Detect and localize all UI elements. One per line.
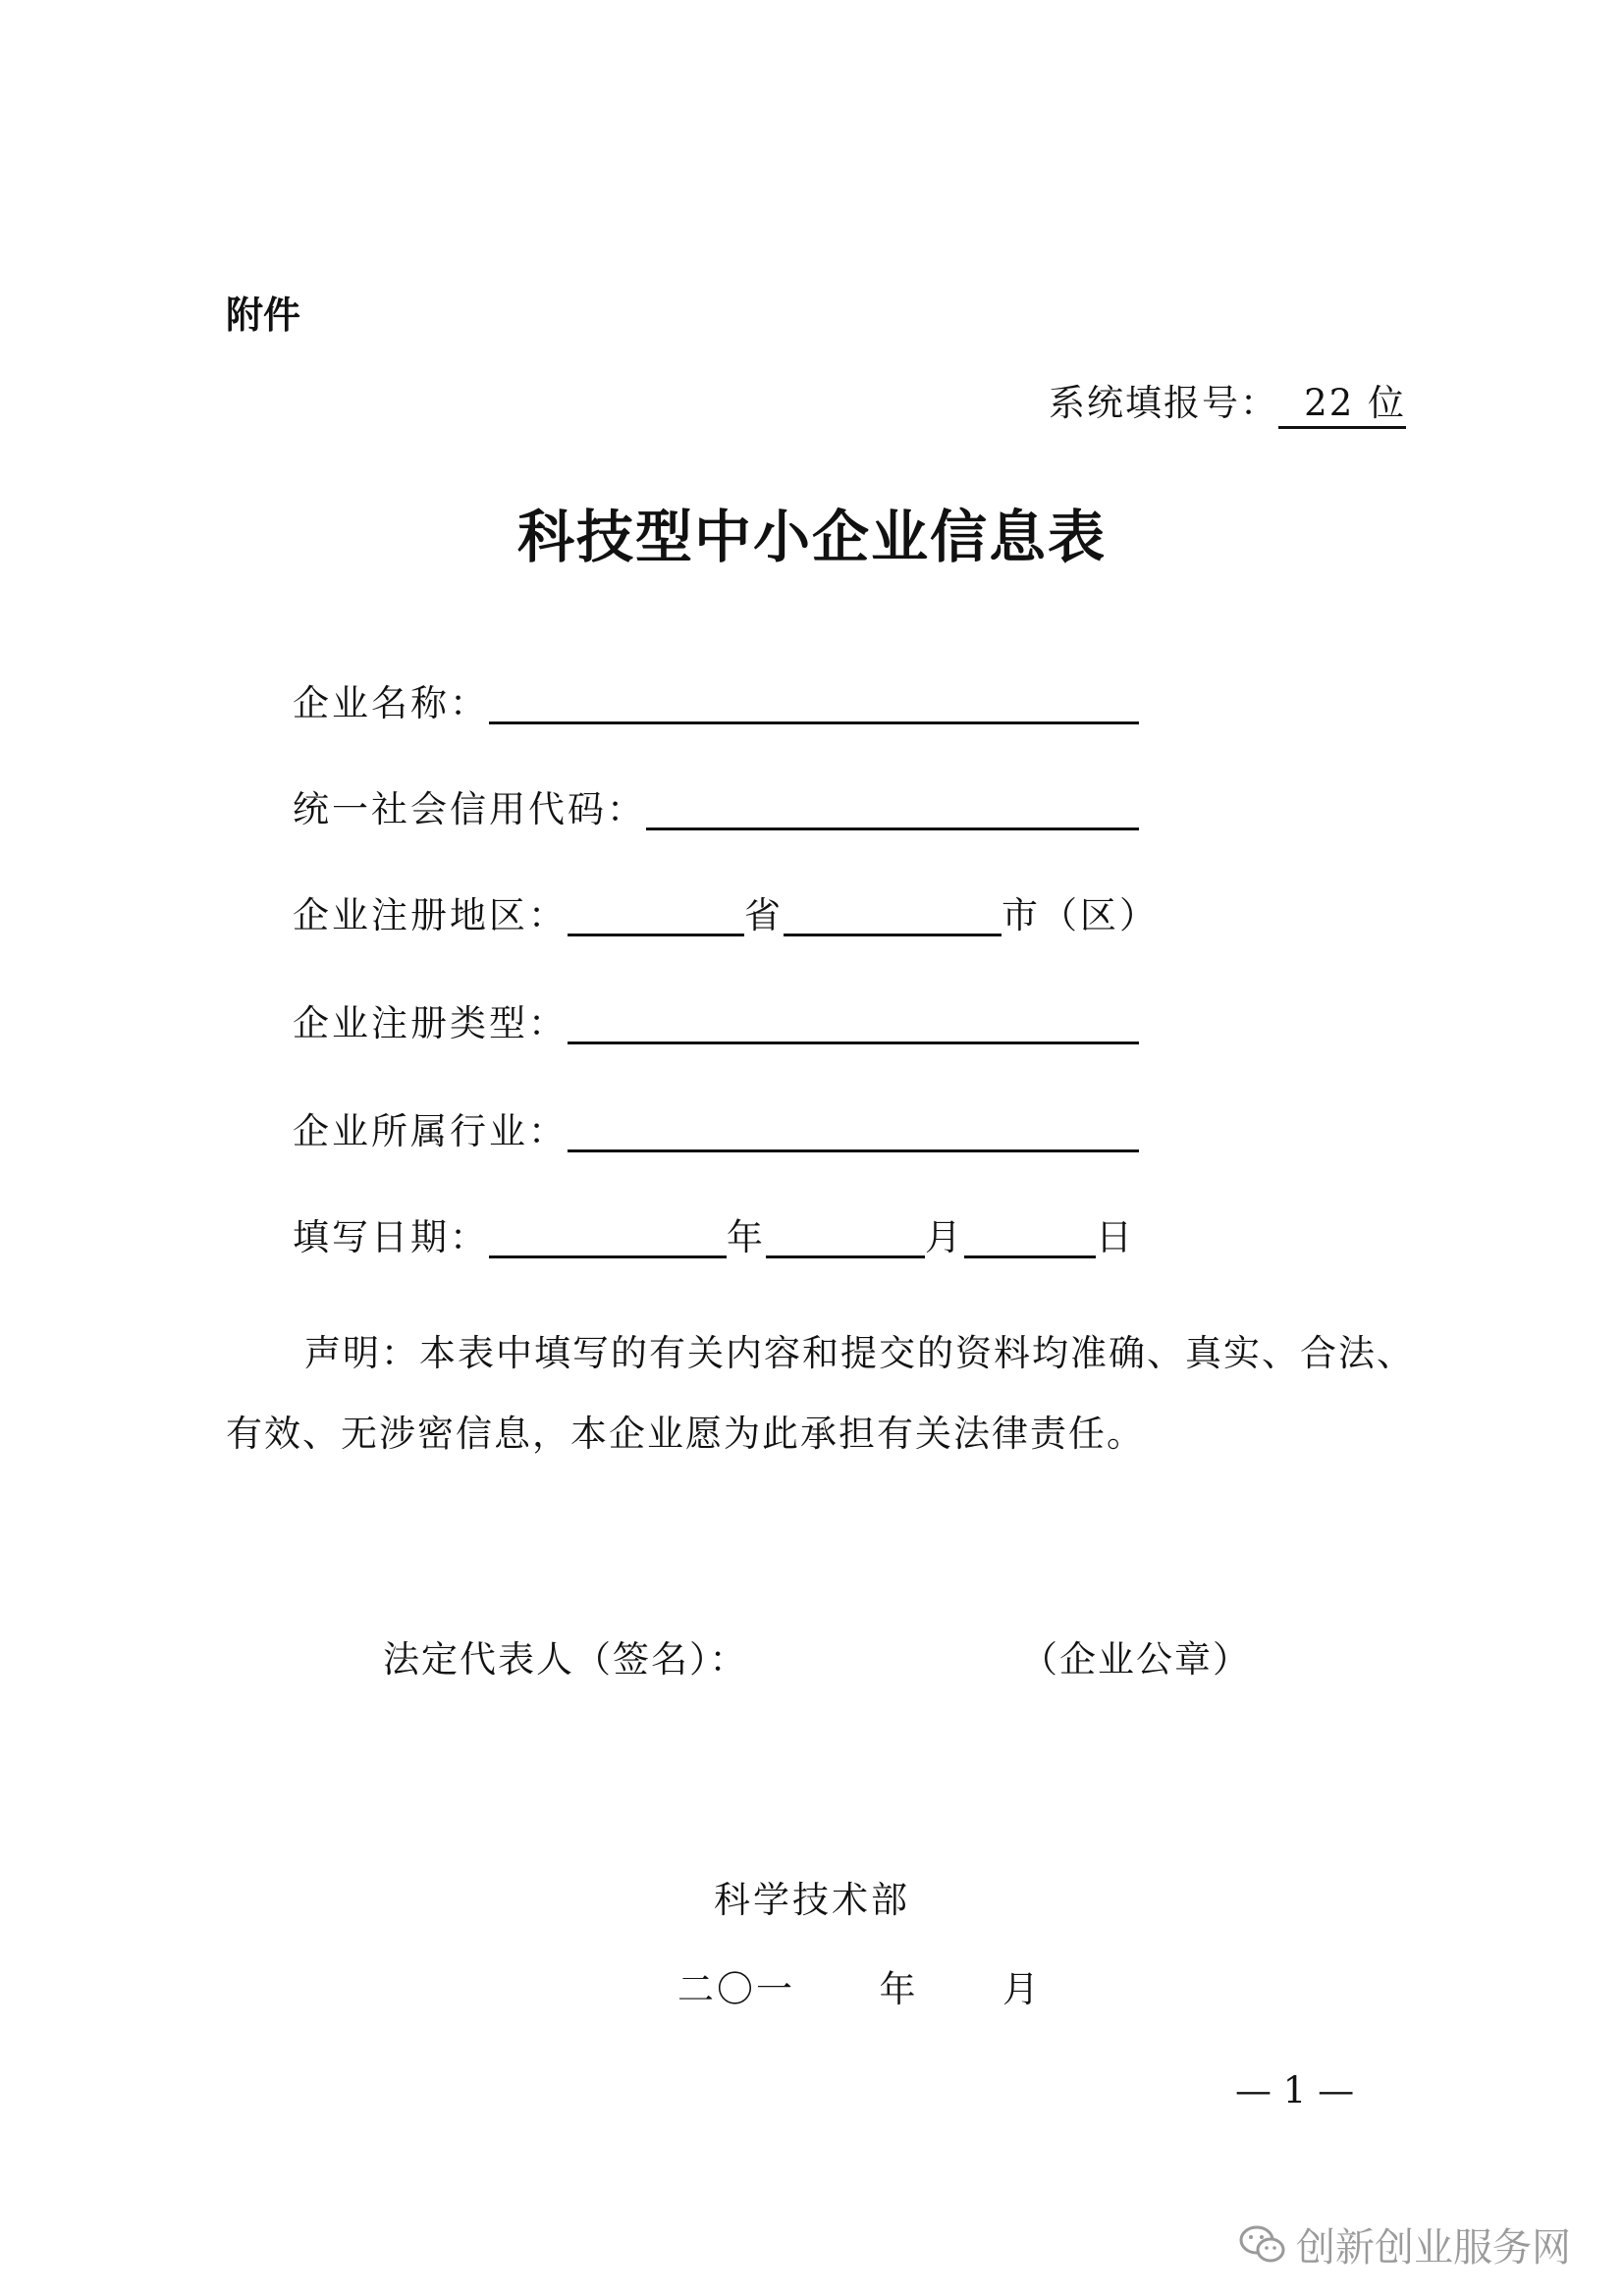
- day-suffix: 日: [1096, 1216, 1135, 1258]
- watermark: [1239, 2216, 1571, 2272]
- industry-row: [293, 1105, 1139, 1158]
- industry-label: 企业所属行业：: [293, 1110, 568, 1152]
- city-suffix: 市（区）: [1001, 894, 1159, 936]
- company-name-input-line[interactable]: [489, 682, 1139, 724]
- ministry-name: 科学技术部: [714, 1879, 910, 1921]
- city-input-line[interactable]: [784, 894, 1001, 936]
- year-input-line[interactable]: [489, 1216, 727, 1258]
- watermark-text: 创新创业服务网: [1296, 2225, 1571, 2270]
- declaration-text: 声明：本表中填写的有关内容和提交的资料均准确、真实、合法、有效、无涉密信息，本企业愿为此承担有关法律责任。: [226, 1332, 1415, 1455]
- fill-date-label: 填写日期：: [293, 1216, 489, 1258]
- company-name-row: [293, 677, 1139, 730]
- fill-date-row: [293, 1211, 1135, 1264]
- reg-type-label: 企业注册类型：: [293, 1002, 568, 1044]
- year-suffix: 年: [727, 1216, 766, 1258]
- day-input-line[interactable]: [964, 1216, 1096, 1258]
- system-number: [1049, 373, 1406, 429]
- province-suffix: 省: [744, 894, 784, 936]
- attachment-label: 附件: [226, 294, 301, 337]
- credit-code-label: 统一社会信用代码：: [293, 788, 646, 830]
- province-input-line[interactable]: [568, 894, 744, 936]
- system-number-label: 系统填报号：: [1049, 382, 1278, 424]
- company-name-label: 企业名称：: [293, 682, 489, 724]
- company-seal-label: （企业公章）: [1021, 1638, 1251, 1681]
- reg-type-row: [293, 997, 1139, 1050]
- page-number: — 1 —: [1235, 2069, 1355, 2111]
- region-label: 企业注册地区：: [293, 894, 568, 936]
- region-row: [293, 889, 1159, 942]
- credit-code-input-line[interactable]: [646, 788, 1139, 830]
- reg-type-input-line[interactable]: [568, 1002, 1139, 1044]
- credit-code-row: [293, 783, 1139, 836]
- industry-input-line[interactable]: [568, 1110, 1139, 1152]
- wechat-icon: [1239, 2224, 1286, 2266]
- legal-rep-signature-label: 法定代表人（签名）：: [383, 1638, 748, 1681]
- month-suffix: 月: [925, 1216, 964, 1258]
- issue-year-line: 二〇一 年 月: [677, 1968, 1043, 2010]
- page-title: 科技型中小企业信息表: [516, 504, 1107, 570]
- month-input-line[interactable]: [766, 1216, 925, 1258]
- system-number-value: 22 位: [1278, 384, 1406, 429]
